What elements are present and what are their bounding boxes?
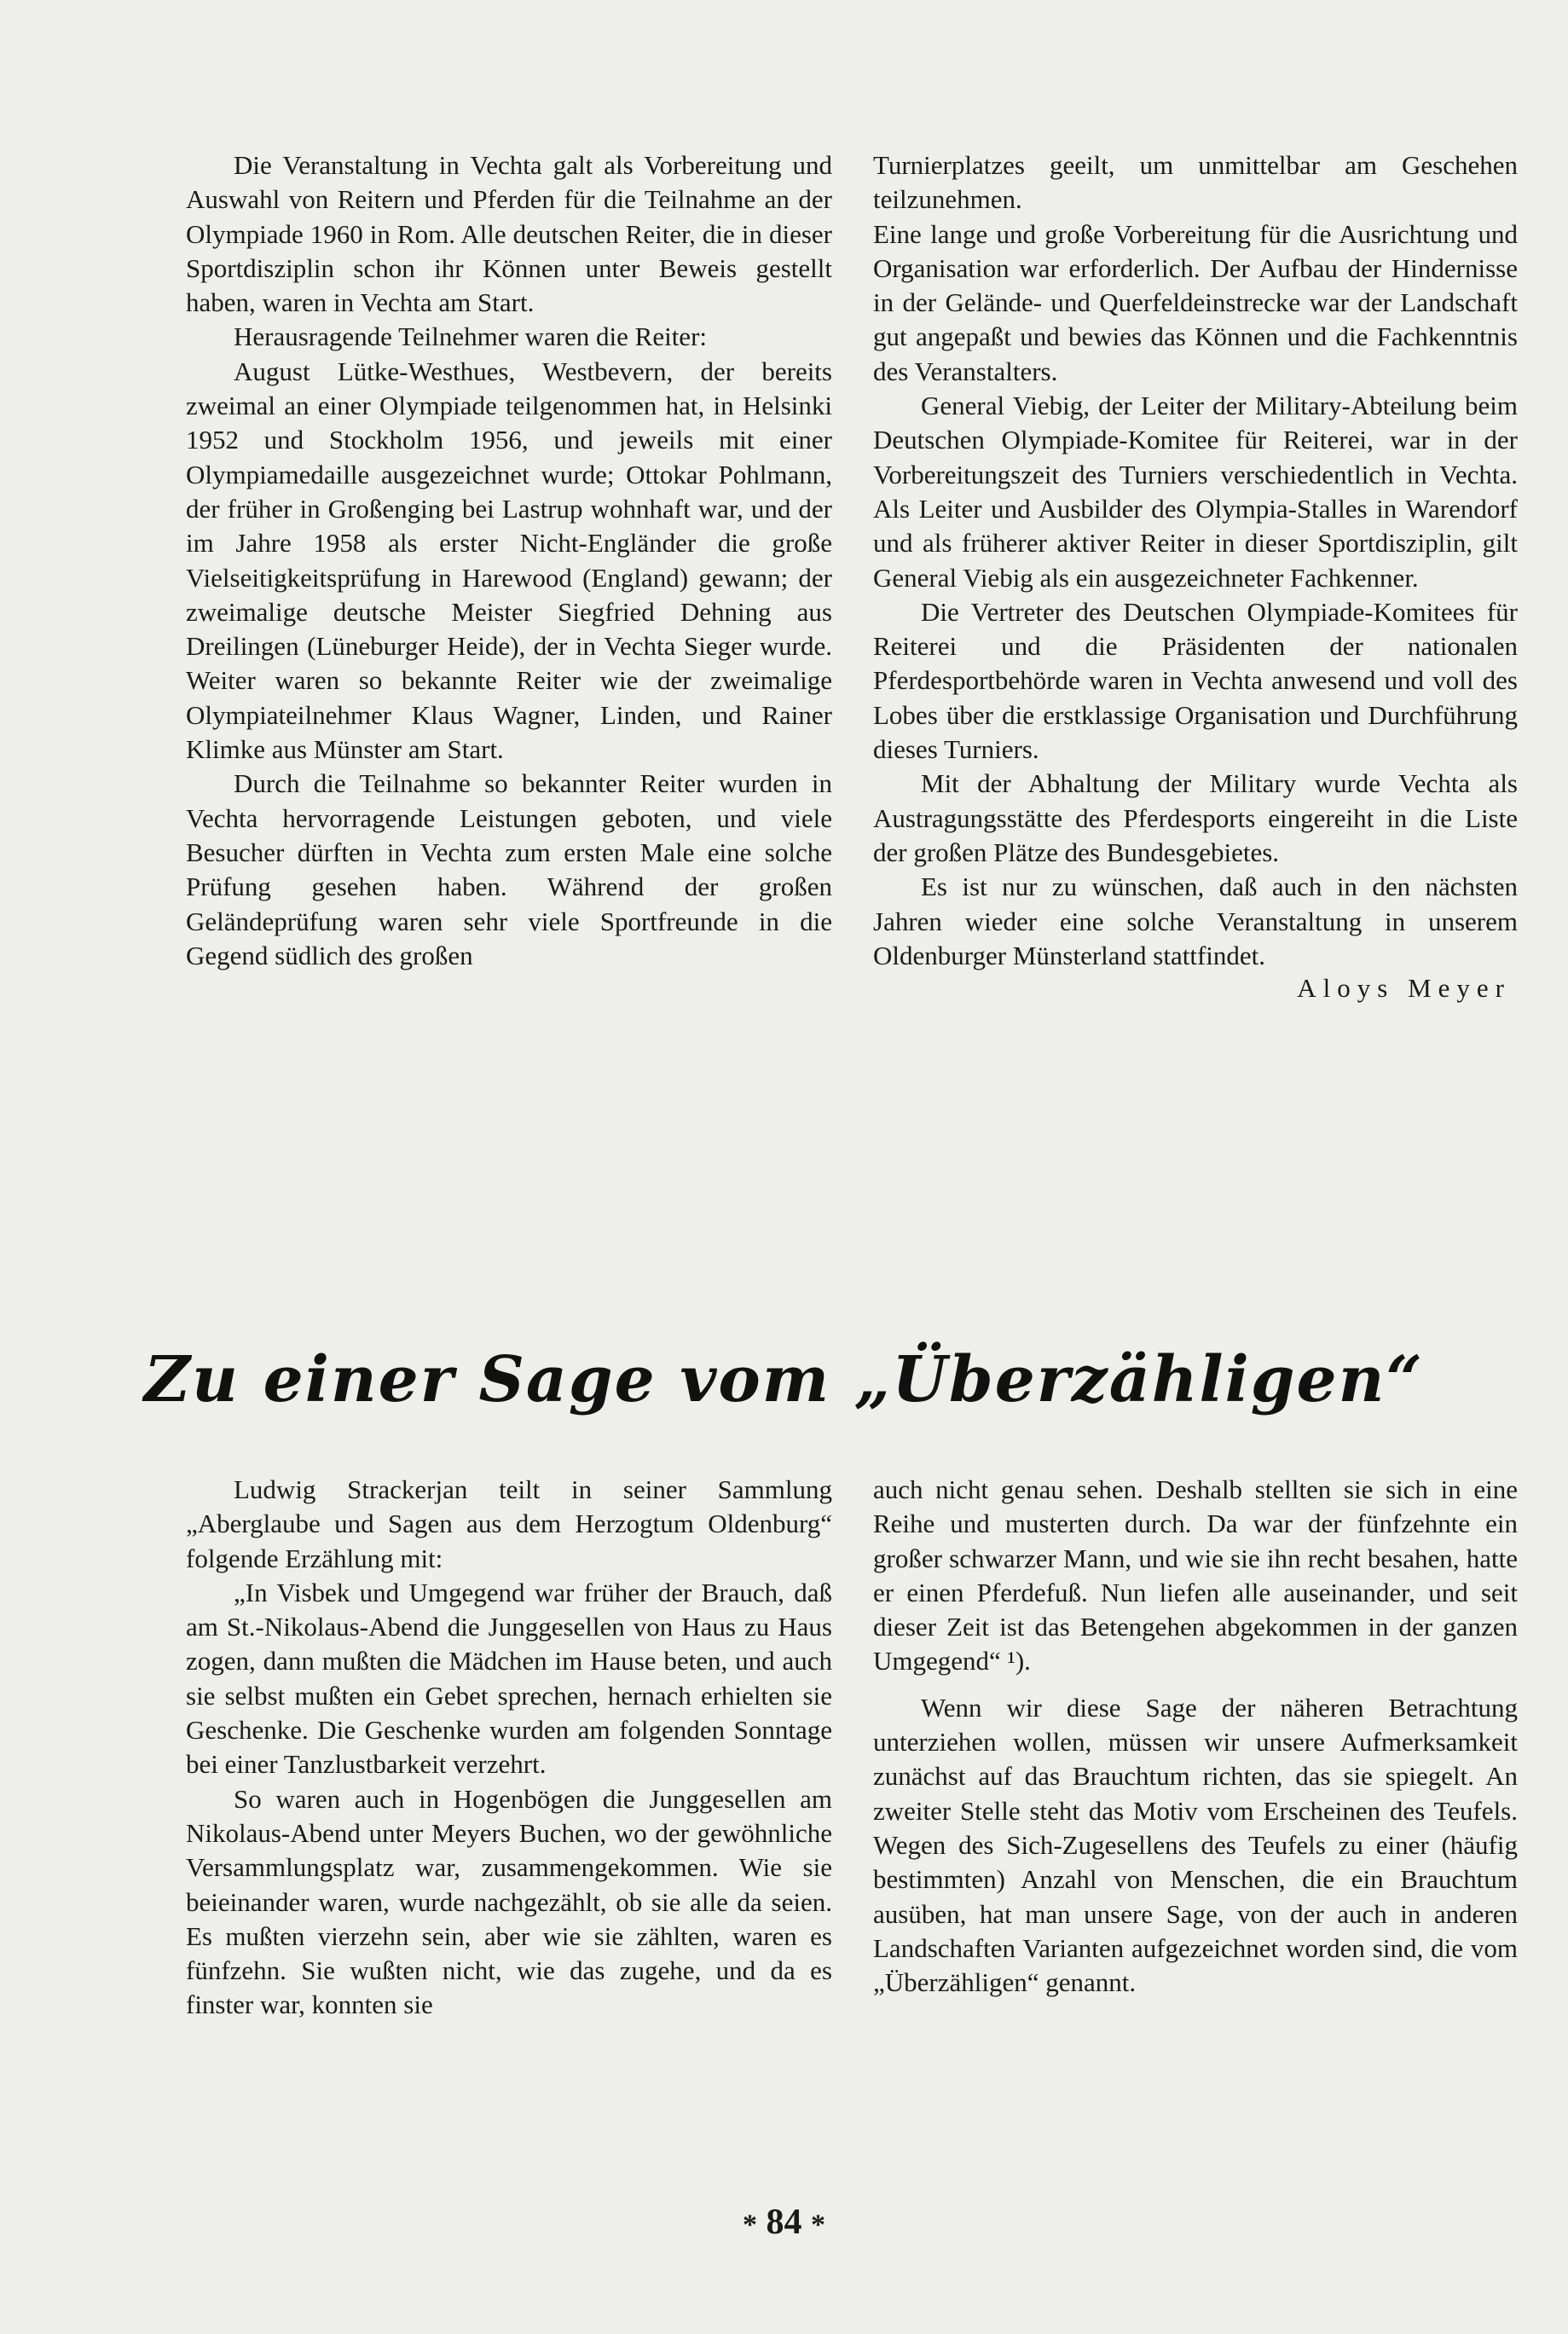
author-signature: Aloys Meyer: [1297, 973, 1511, 1004]
star-ornament-left: *: [743, 2209, 757, 2241]
paragraph: auch nicht genau sehen. Deshalb stellten sie sich in eine Reihe und musterten durch. Da war der fünfzehnte ein großer schwarzer Mann, und wie sie ihn recht besahen, hatte er einen Pferdefuß. Nun liefen alle auseinander, und seit dieser Zeit ist das Betengehen abgekommen in der ganzen Umgegend“ ¹).: [873, 1474, 1518, 1677]
paragraph: Mit der Abhaltung der Military wurde Vechta als Austragungsstätte des Pferdesports eingereiht in die Liste der großen Plätze des Bundesgebietes.: [873, 768, 1518, 867]
page-number-value: 84: [766, 2203, 802, 2242]
article1-left-column: [186, 148, 832, 973]
paragraph: Eine lange und große Vorbereitung für die Ausrichtung und Organisation war erforderlich. Der Aufbau der Hindernisse in der Gelände- und Querfeldeinstrecke war der Landschaft gut angepaßt und bewies das Können und die Fachkenntnis des Veranstalters.: [873, 218, 1518, 386]
paragraph: Ludwig Strackerjan teilt in seiner Sammlung „Aberglaube und Sagen aus dem Herzogtum Oldenburg“ folgende Erzählung mit:: [186, 1474, 832, 1573]
article-title: Zu einer Sage vom „Überzähligen“: [144, 1343, 1424, 1416]
paragraph: Es ist nur zu wünschen, daß auch in den nächsten Jahren wieder eine solche Veranstaltung in unserem Oldenburger Münsterland stattfindet.: [873, 872, 1518, 970]
paragraph: General Viebig, der Leiter der Military-Abteilung beim Deutschen Olympiade-Komitee für Reiterei, war in der Vorbereitungszeit des Turniers verschiedentlich in Vechta. Als Leiter und Ausbilder des Olympia-Stalles in Warendorf und als früherer aktiver Reiter in dieser Sportdisziplin, gilt General Viebig als ein ausgezeichneter Fachkenner.: [873, 391, 1518, 593]
page-number: [0, 2202, 1568, 2243]
paragraph: Die Vertreter des Deutschen Olympiade-Komitees für Reiterei und die Präsidenten der nationalen Pferdesportbehörde waren in Vechta anwesend und voll des Lobes über die erstklassige Organisation und Durchführung dieses Turniers.: [873, 596, 1518, 765]
article1-right-column: [873, 148, 1518, 1005]
paragraph: „In Visbek und Umgegend war früher der Brauch, daß am St.-Nikolaus-Abend die Junggesellen von Haus zu Haus zogen, dann mußten die Mädchen im Hause beten, und auch sie selbst mußten ein Gebet sprechen, hernach erhielten sie Geschenke. Die Geschenke wurden am folgenden Sonntage bei einer Tanzlustbarkeit verzehrt.: [186, 1577, 832, 1780]
paragraph: Wenn wir diese Sage der näheren Betrachtung unterziehen wollen, müssen wir unsere Aufmerksamkeit zunächst auf das Brauchtum richten, das sie spiegelt. An zweiter Stelle steht das Motiv vom Erscheinen des Teufels. Wegen des Sich-Zugesellens des Teufels zu einer (häufig bestimmten) Anzahl von Menschen, die ein Brauchtum ausüben, hat man unsere Sage, von der auch in anderen Landschaften Varianten aufgezeichnet worden sind, die vom „Überzähligen“ genannt.: [873, 1692, 1518, 1998]
article2-right-column: [873, 1473, 1518, 2000]
paragraph: Die Veranstaltung in Vechta galt als Vorbereitung und Auswahl von Reitern und Pferden für die Teilnahme an der Olympiade 1960 in Rom. Alle deutschen Reiter, die in dieser Sportdisziplin schon ihr Können unter Beweis gestellt haben, waren in Vechta am Start.: [186, 150, 832, 318]
star-ornament-right: *: [811, 2209, 825, 2241]
paragraph: Durch die Teilnahme so bekannter Reiter wurden in Vechta hervorragende Leistungen geboten, und viele Besucher dürften in Vechta zum ersten Male eine solche Prüfung gesehen haben. Während der großen Geländeprüfung waren sehr viele Sportfreunde in die Gegend südlich des großen: [186, 768, 832, 970]
paragraph: Turnierplatzes geeilt, um unmittelbar am Geschehen teilzunehmen.: [873, 150, 1518, 215]
paragraph: Herausragende Teilnehmer waren die Reiter:: [234, 321, 708, 352]
article2-left-column: [186, 1473, 832, 2023]
paragraph: August Lütke-Westhues, Westbevern, der bereits zweimal an einer Olympiade teilgenommen hat, in Helsinki 1952 und Stockholm 1956, und jeweils mit einer Olympiamedaille ausgezeichnet wurde; Ottokar Pohlmann, der früher in Großenging bei Lastrup wohnhaft war, und der im Jahre 1958 als erster Nicht-Engländer die große Vielseitigkeitsprüfung in Harewood (England) gewann; der zweimalige deutsche Meister Siegfried Dehning aus Dreilingen (Lüneburger Heide), der in Vechta Sieger wurde. Weiter waren so bekannte Reiter wie der zweimalige Olympiateilnehmer Klaus Wagner, Linden, und Rainer Klimke aus Münster am Start.: [186, 356, 832, 765]
paragraph: So waren auch in Hogenbögen die Junggesellen am Nikolaus-Abend unter Meyers Buchen, wo der gewöhnliche Versammlungsplatz war, zusammengekommen. Wie sie beieinander waren, wurde nachgezählt, ob sie alle da seien. Es mußten vierzehn sein, aber wie sie zählten, waren es fünfzehn. Sie wußten nicht, wie das zugehe, und da es finster war, konnten sie: [186, 1783, 832, 2020]
